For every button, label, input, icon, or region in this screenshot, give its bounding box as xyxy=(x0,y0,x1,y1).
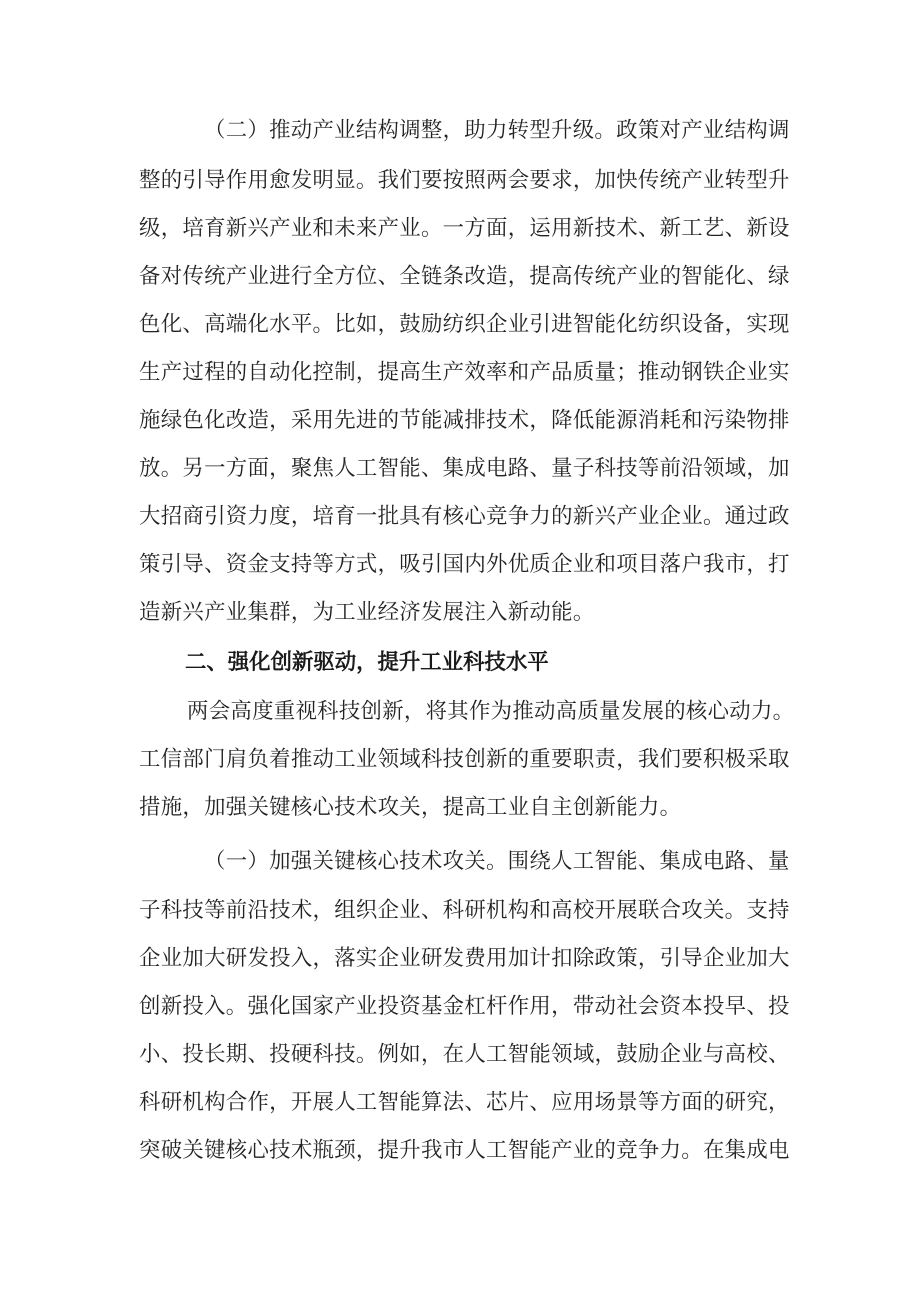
text-line: 小、投长期、投硬科技。例如，在人工智能领域，鼓励企业与高校、 xyxy=(139,1042,790,1067)
text-line: 施绿色化改造，采用先进的节能减排技术，降低能源消耗和污染物排 xyxy=(139,408,790,433)
text-line: 措施，加强关键核心技术攻关，提高工业自主创新能力。 xyxy=(139,795,682,820)
text-line: 色化、高端化水平。比如，鼓励纺织企业引进智能化纺织设备，实现 xyxy=(139,312,790,337)
text-line: 造新兴产业集群，为工业经济发展注入新动能。 xyxy=(139,600,595,625)
text-line: 大招商引资力度，培育一批具有核心竞争力的新兴产业企业。通过政 xyxy=(139,504,790,529)
section-heading: 二、强化创新驱动，提升工业科技水平 xyxy=(185,650,549,675)
text-line: 两会高度重视科技创新，将其作为推动高质量发展的核心动力。 xyxy=(187,699,795,724)
text-line: 放。另一方面，聚焦人工智能、集成电路、量子科技等前沿领域，加 xyxy=(139,456,790,481)
text-line: 企业加大研发投入，落实企业研发费用加计扣除政策，引导企业加大 xyxy=(139,946,790,971)
text-line: 突破关键核心技术瓶颈，提升我市人工智能产业的竞争力。在集成电 xyxy=(139,1138,790,1163)
text-line: 科研机构合作，开展人工智能算法、芯片、应用场景等方面的研究， xyxy=(139,1090,790,1115)
text-line: 策引导、资金支持等方式，吸引国内外优质企业和项目落户我市，打 xyxy=(139,552,790,577)
text-line: （一）加强关键核心技术攻关。围绕人工智能、集成电路、量 xyxy=(204,849,790,874)
text-line: 级，培育新兴产业和未来产业。一方面，运用新技术、新工艺、新设 xyxy=(139,216,790,241)
text-line: 创新投入。强化国家产业投资基金杠杆作用，带动社会资本投早、投 xyxy=(139,994,790,1019)
text-line: 工信部门肩负着推动工业领域科技创新的重要职责，我们要积极采取 xyxy=(139,747,790,772)
text-line: 生产过程的自动化控制，提高生产效率和产品质量；推动钢铁企业实 xyxy=(139,360,790,385)
text-line: （二）推动产业结构调整，助力转型升级。政策对产业结构调 xyxy=(204,118,790,143)
text-line: 整的引导作用愈发明显。我们要按照两会要求，加快传统产业转型升 xyxy=(139,168,790,193)
text-line: 备对传统产业进行全方位、全链条改造，提高传统产业的智能化、绿 xyxy=(139,264,790,289)
text-line: 子科技等前沿技术，组织企业、科研机构和高校开展联合攻关。支持 xyxy=(139,898,790,923)
